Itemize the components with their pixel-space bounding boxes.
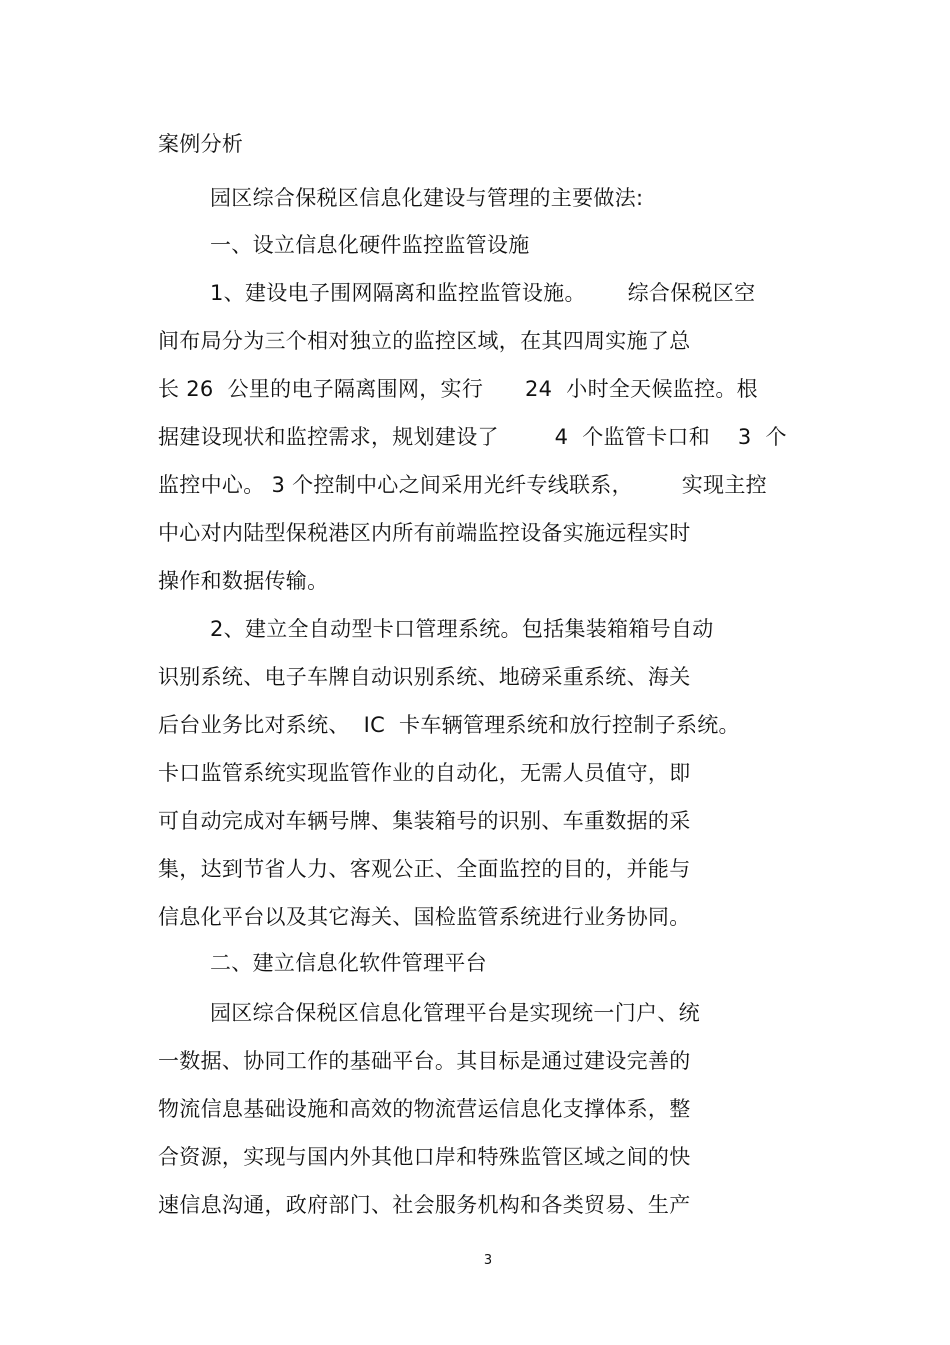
intro-line: 园区综合保税区信息化建设与管理的主要做法:	[210, 186, 644, 210]
paragraph-line: 间布局分为三个相对独立的监控区域，在其四周实施了总	[158, 329, 691, 353]
paragraph-line: 园区综合保税区信息化管理平台是实现统一门户、统	[210, 1001, 700, 1025]
paragraph-line: 操作和数据传输。	[158, 569, 329, 593]
page-number: 3	[483, 1253, 493, 1268]
paragraph-line: 速信息沟通，政府部门、社会服务机构和各类贸易、生产	[158, 1193, 691, 1217]
paragraph-line: 监控中心。 3 个控制中心之间采用光纤专线联系， 实现主控	[158, 473, 767, 497]
subheading-2: 二、建立信息化软件管理平台	[210, 951, 487, 975]
paragraph-line: 2、建立全自动型卡口管理系统。包括集装箱箱号自动	[210, 617, 714, 641]
paragraph-line: 中心对内陆型保税港区内所有前端监控设备实施远程实时	[158, 521, 691, 545]
paragraph-line: 物流信息基础设施和高效的物流营运信息化支撑体系，整	[158, 1097, 691, 1121]
paragraph-line: 卡口监管系统实现监管作业的自动化，无需人员值守，即	[158, 761, 691, 785]
paragraph-line: 信息化平台以及其它海关、国检监管系统进行业务协同。	[158, 905, 691, 929]
subheading-1: 一、设立信息化硬件监控监管设施	[210, 233, 530, 257]
section-heading: 案例分析	[158, 132, 244, 156]
paragraph-line: 集，达到节省人力、客观公正、全面监控的目的，并能与	[158, 857, 691, 881]
paragraph-line: 可自动完成对车辆号牌、集装箱号的识别、车重数据的采	[158, 809, 691, 833]
paragraph-line: 长 26 公里的电子隔离围网，实行 24 小时全天候监控。根	[158, 377, 758, 401]
paragraph-line: 识别系统、电子车牌自动识别系统、地磅采重系统、海关	[158, 665, 691, 689]
paragraph-line: 1、建设电子围网隔离和监控监管设施。 综合保税区空	[210, 281, 756, 305]
paragraph-line: 据建设现状和监控需求，规划建设了 4 个监管卡口和 3 个	[158, 425, 787, 449]
paragraph-line: 后台业务比对系统、 IC 卡车辆管理系统和放行控制子系统。	[158, 713, 740, 737]
paragraph-line: 一数据、协同工作的基础平台。其目标是通过建设完善的	[158, 1049, 691, 1073]
paragraph-line: 合资源，实现与国内外其他口岸和特殊监管区域之间的快	[158, 1145, 691, 1169]
